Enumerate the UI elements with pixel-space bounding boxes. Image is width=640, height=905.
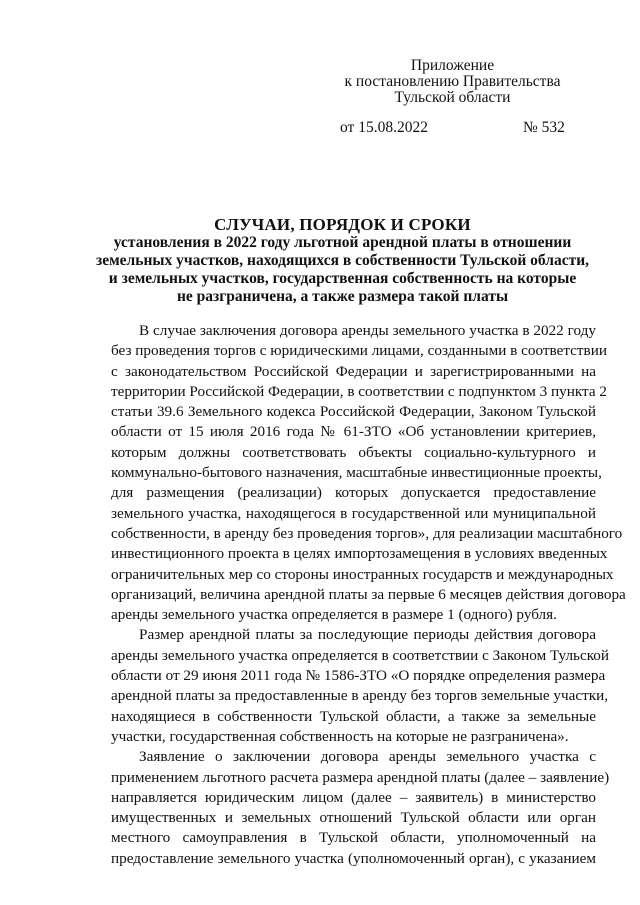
document-date-number [340,119,570,137]
paragraph-line: предоставление земельного участка (уполномоченный орган), с указанием [111,849,596,867]
paragraph-line: аренды земельного участка определяется в соответствии с Законом Тульской [111,646,610,664]
paragraph-line: имущественных и земельных отношений Тульской области или орган [111,809,596,827]
paragraph-line: арендной платы за предоставленные в аренду без торгов земельные участки, [111,687,609,705]
paragraph-line: организаций, величина арендной платы за первые 6 месяцев действия договора [111,585,626,603]
paragraph-line: территории Российской Федерации, в соответствии с подпунктом 3 пункта 2 [111,382,608,400]
paragraph-line: местного самоуправления в Тульской области, уполномоченный на [111,829,596,847]
title-line: не разграничена, а также размера такой платы [176,288,509,305]
paragraph [111,625,610,747]
paragraph-line: коммунально-бытового назначения, масштабные инвестиционные проекты, [111,464,602,482]
paragraph-line: В случае заключения договора аренды земельного участка в 2022 году [139,322,596,339]
paragraph-line: земельного участка, находящегося в государственной или муниципальной [111,504,596,522]
document-date: от 15.08.2022 [340,119,428,136]
paragraph-line: с законодательством Российской Федерации и зарегистрированными на [111,362,596,380]
title-line: земельных участков, находящихся в собственности Тульской области, [96,252,589,269]
paragraph-line: ограничительных мер со стороны иностранных государств и международных [111,565,614,583]
paragraph-line: применением льготного расчета размера арендной платы (далее – заявление) [111,768,610,786]
paragraph-line: находящиеся в собственности Тульской области, а также за земельные [111,707,596,725]
document-title [95,216,590,306]
paragraph-line: Заявление о заключении договора аренды земельного участка с [139,748,596,766]
paragraph-line: направляется юридическим лицом (далее – заявитель) в министерство [111,788,596,806]
paragraph-line: для размещения (реализации) которых допускается предоставление [111,484,596,502]
appendix-line: к постановлению Правительства [344,73,561,90]
document-body [111,321,626,869]
title-line: установления в 2022 году льготной арендной платы в отношении [113,234,572,251]
paragraph-line: области от 15 июля 2016 года № 61-ЗТО «Об установлении критериев, [111,423,596,441]
paragraph-line: собственности, в аренду без проведения торгов», для реализации масштабного [111,524,623,542]
appendix-line: Тульской области [394,89,511,106]
appendix-line: Приложение [410,57,495,74]
paragraph-line: Размер арендной платы за последующие периоды действия договора [139,626,596,644]
paragraph [111,747,610,869]
paragraph-line: инвестиционного проекта в целях импортозамещения в условиях введенных [111,545,608,563]
paragraph-line: области от 29 июня 2011 года № 1586-ЗТО «О порядке определения размера [111,667,606,685]
paragraph-line: участки, государственная собственность на которые не разграничена». [111,727,569,745]
document-number: № 532 [523,119,565,136]
paragraph-line: статьи 39.6 Земельного кодекса Российской Федерации, Законом Тульской [111,403,596,421]
paragraph-line: без проведения торгов с юридическими лицами, созданными в соответствии [111,342,607,360]
paragraph-line: аренды земельного участка определяется в размере 1 (одного) рубля. [111,606,557,624]
title-line: и земельных участков, государственная собственность на которые [108,270,577,287]
title-main: СЛУЧАИ, ПОРЯДОК И СРОКИ [214,215,471,234]
paragraph-line: которым должны соответствовать объекты социально-культурного и [111,443,596,461]
appendix-block [300,58,605,106]
paragraph [111,321,626,625]
